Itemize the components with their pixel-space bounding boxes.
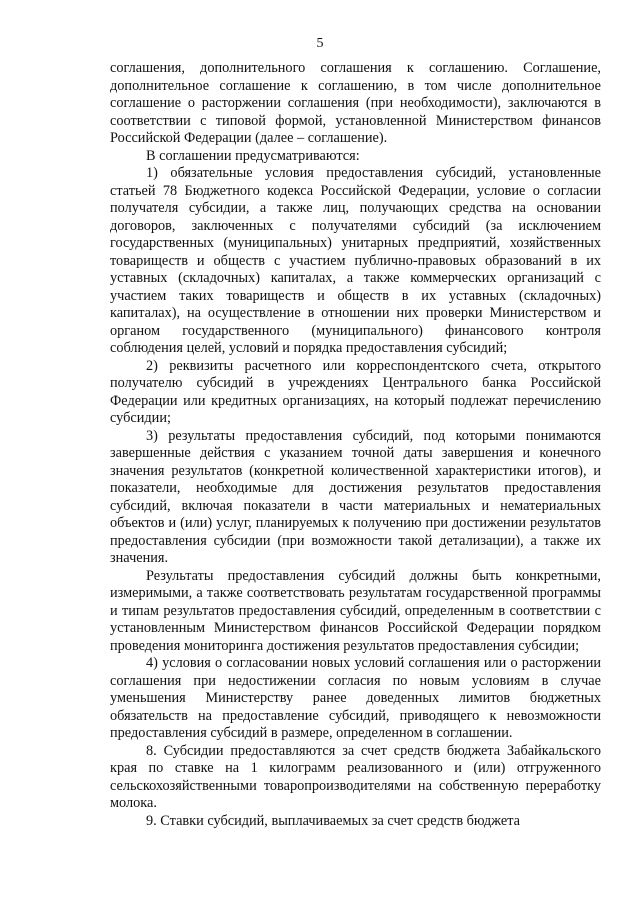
paragraph-item-1: 1) обязательные условия предоставления субсидий, установленные статьей 78 Бюджетного кодекса Российской Федерации, условие о согласии получателя субсидии, а также лиц, получающих средства на основании договоров, заключенных с получателями субсидий (за исключением государственных (муниципальных) унитарных предприятий, хозяйственных товариществ и обществ с участием публично-правовых образований в их уставных (складочных) капиталах, а также коммерческих организаций с участием таких товариществ и обществ в их уставных (складочных) капиталах), на осуществление в отношении них проверки Министерством и органом государственного (муниципального) финансового контроля соблюдения целей, условий и порядка предоставления субсидий; (110, 165, 601, 356)
document-body (110, 60, 601, 830)
paragraph-results: Результаты предоставления субсидий должны быть конкретными, измеримыми, а также соответствовать результатам государственной программы и типам результатов предоставления субсидий, определенным в соответствии с установленным Министерством финансов Российской Федерации порядком проведения мониторинга достижения результатов предоставления субсидии; (110, 567, 601, 654)
paragraph-agreement-intro: В соглашении предусматриваются: (146, 147, 360, 164)
paragraph-section-9: 9. Ставки субсидий, выплачиваемых за счет средств бюджета (146, 812, 520, 829)
page-number: 5 (316, 36, 324, 51)
paragraph-item-2: 2) реквизиты расчетного или корреспондентского счета, открытого получателю субсидий в учреждениях Центрального банка Российской Федерации или кредитных организациях, на который подлежат перечислению субсидии; (110, 357, 601, 426)
paragraph-continuation: соглашения, дополнительного соглашения к соглашению. Соглашение, дополнительное соглашение к соглашению, в том числе дополнительное соглашение о расторжении соглашения (при необходимости), заключаются в соответствии с типовой формой, установленной Министерством финансов Российской Федерации (далее – соглашение). (110, 60, 601, 146)
paragraph-item-3: 3) результаты предоставления субсидий, под которыми понимаются завершенные действия с указанием точной даты завершения и конечного значения результатов (конкретной количественной характеристики итогов), и показатели, необходимые для достижения результатов предоставления субсидий, включая показатели в части материальных и нематериальных объектов и (или) услуг, планируемых к получению при достижении результатов предоставления субсидии (при возможности такой детализации), а также их значения. (110, 427, 601, 566)
paragraph-item-4: 4) условия о согласовании новых условий соглашения или о расторжении соглашения при недостижении согласия по новым условиям в случае уменьшения Министерству ранее доведенных лимитов бюджетных обязательств на предоставление субсидий, приводящего к невозможности предоставления субсидий в размере, определенном в соглашении. (110, 655, 601, 741)
paragraph-section-8: 8. Субсидии предоставляются за счет средств бюджета Забайкальского края по ставке на 1 килограмм реализованного и (или) отгруженного сельскохозяйственными товаропроизводителями на собственную переработку молока. (110, 742, 601, 811)
